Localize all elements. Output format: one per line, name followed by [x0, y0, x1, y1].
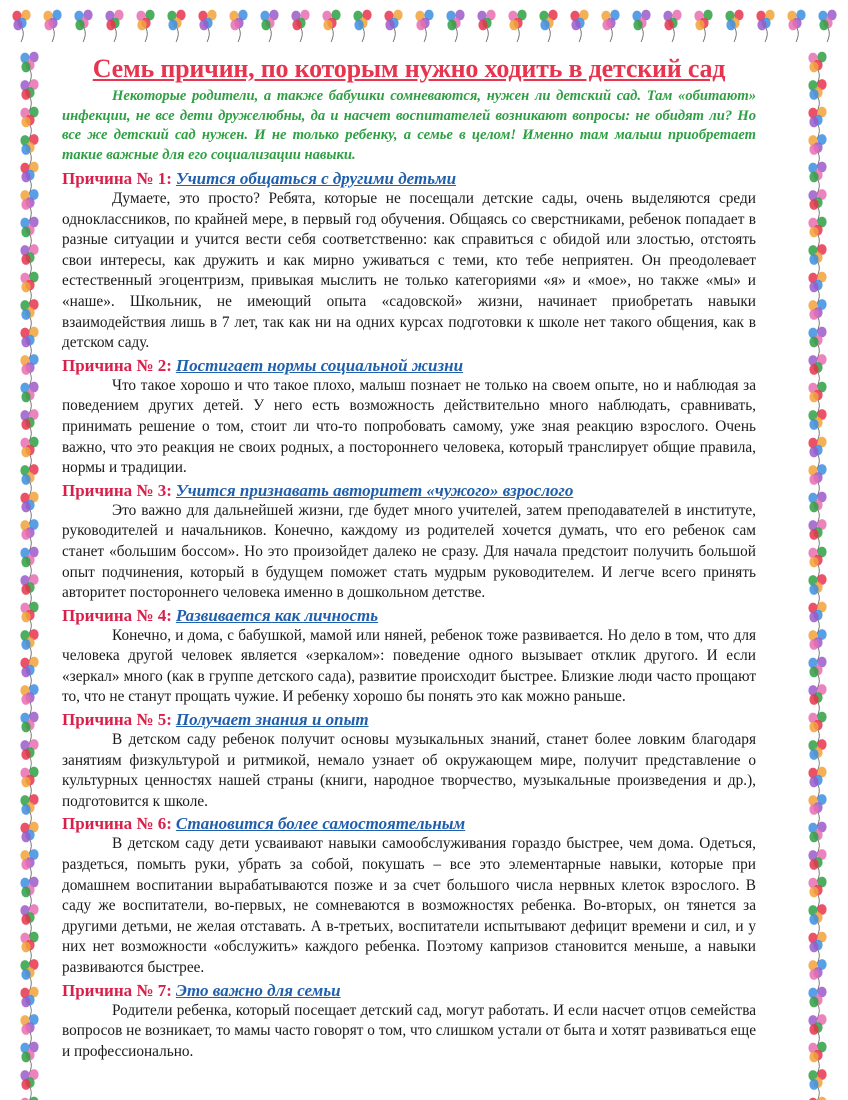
reason-title: Развивается как личность [175, 605, 379, 625]
balloon-bunch-icon [808, 327, 826, 359]
balloon-bunch-icon [20, 79, 38, 111]
reason-text: Думаете, это просто? Ребята, которые не посещали детские сады, очень выделяются среди одноклассников, по крайней мере, в первый год обучения. Общаясь со сверстниками, ребенок попадает в разные ситуации и учится вести себя соответственно: как справиться с обидой или злостью, отстоять свои интересы, как дружить и как мирно уживаться с теми, кто тебе неприятен. Он преодолевает естественный эгоцентризм, привыкая мыслить не только категориями «я» и «мое», но также «мы» и «наше». Школьник, не имеющий опыта «садовской» жизни, начинает приобретать навыки взаимодействия лишь в 7 лет, так как ни на одних курсах подготовки к школе нет такого общения, как в детском саду. [62, 190, 756, 352]
balloon-bunch-icon [808, 464, 826, 496]
balloon-bunch-icon [20, 1042, 38, 1074]
balloon-bunch-icon [808, 849, 826, 881]
balloon-bunch-icon [477, 10, 495, 42]
balloon-bunch-icon [808, 437, 826, 469]
balloon-bunch-icon [20, 52, 38, 84]
balloon-bunch-icon [808, 684, 826, 716]
balloon-bunch-icon [808, 382, 826, 414]
balloon-bunch-icon [20, 822, 38, 854]
reason-7 [62, 980, 756, 1063]
reason-heading [62, 980, 756, 1001]
balloon-bunch-icon [808, 134, 826, 166]
balloon-bunch-icon [20, 877, 38, 909]
balloon-bunch-icon [808, 767, 826, 799]
balloon-bunch-icon [20, 382, 38, 414]
reason-label: Причина № 1: [62, 169, 172, 188]
balloon-bunch-icon [20, 217, 38, 249]
balloon-bunch-icon [20, 134, 38, 166]
balloon-border-left [0, 0, 62, 1100]
balloon-bunch-icon [167, 10, 185, 42]
balloon-bunch-icon [601, 10, 619, 42]
balloon-bunch-icon [20, 574, 38, 606]
balloon-bunch-icon [105, 10, 123, 42]
reason-title: Постигает нормы социальной жизни [175, 355, 464, 375]
balloon-bunch-icon [20, 657, 38, 689]
balloon-bunch-icon [20, 767, 38, 799]
balloon-bunch-icon [20, 712, 38, 744]
reason-heading [62, 168, 756, 189]
balloon-bunch-icon [808, 79, 826, 111]
balloon-bunch-icon [136, 10, 154, 42]
balloon-border-top [0, 0, 848, 50]
balloon-bunch-icon [808, 959, 826, 991]
balloon-bunch-icon [229, 10, 247, 42]
reason-title: Учится признавать авторитет «чужого» взрослого [175, 480, 574, 500]
reason-label: Причина № 4: [62, 605, 172, 625]
balloon-bunch-icon [20, 932, 38, 964]
balloon-bunch-icon [20, 794, 38, 826]
balloon-bunch-icon [808, 1069, 826, 1100]
reason-label: Причина № 3: [62, 480, 172, 500]
balloon-bunch-icon [20, 1097, 38, 1100]
balloon-bunch-icon [43, 10, 61, 42]
balloon-bunch-icon [808, 409, 826, 441]
balloon-bunch-icon [663, 10, 681, 42]
balloon-bunch-icon [20, 1069, 38, 1100]
article [62, 53, 756, 1063]
reason-title: Учится общаться с другими детьми [175, 169, 457, 188]
balloon-bunch-icon [20, 244, 38, 276]
balloon-bunch-icon [808, 904, 826, 936]
balloon-bunch-icon [808, 547, 826, 579]
balloon-bunch-icon [20, 547, 38, 579]
balloon-bunch-icon [20, 354, 38, 386]
reason-text: Родители ребенка, который посещает детский сад, могут работать. И если насчет отцов семейства вопросов не возникает, то мамы часто говорят о том, что слишком устали от быта и хотят развиваться еще и профессионально. [62, 1001, 756, 1060]
reason-text: Что такое хорошо и что такое плохо, малыш познает не только на своем опыте, но и наблюдая за поведением других детей. У него есть возможность действительно много наблюдать, сравнивать, принимать решение о том, стоит ли что-то попробовать самому, уже зная реакцию взрослого. Очень важно, что это реакция не своих родных, а постороннего человека, который транслирует общие правила, нормы и традиции. [62, 376, 756, 477]
reason-3 [62, 480, 756, 604]
reason-1 [62, 168, 756, 354]
reason-2 [62, 355, 756, 479]
reason-text: Конечно, и дома, с бабушкой, мамой или няней, ребенок тоже развивается. Но дело в том, что для человека другой человек является «зеркалом»: поведение одного вызывает отклик другого. И если «зеркал» много (как в группе детского сада), развитие происходит быстрее. Близкие люди часто прощают то, что не станут прощать чужие. И ребенку хорошо бы понять это как можно раньше. [62, 626, 756, 706]
balloon-bunch-icon [808, 822, 826, 854]
reason-title: Получает знания и опыт [175, 710, 369, 730]
intro-paragraph: Некоторые родители, а также бабушки сомневаются, нужен ли детский сад. Там «обитают» инфекции, не все дети дружелюбны, да и насчет воспитателей возникают вопросы: не обидят ли? Но все же детский сад нужен. И не только ребенку, а семье в целом! Именно там малыш приобретает такие важные для его социализации навыки. [62, 88, 756, 163]
balloon-bunch-icon [415, 10, 433, 42]
balloon-bunch-icon [20, 437, 38, 469]
balloon-bunch-icon [756, 10, 774, 42]
balloon-bunch-icon [694, 10, 712, 42]
balloon-bunch-icon [20, 1014, 38, 1046]
reason-heading [62, 355, 756, 376]
reason-text: В детском саду дети усваивают навыки самообслуживания гораздо быстрее, чем дома. Одеться, раздеться, помыть руки, убрать за собой, покушать – все это элементарные навыки, которые при домашнем воспитании вырабатываются позже и за счет большого числа нервных клеток взрослого. В саду же воспитатели, во-первых, не сомневаются в возможностях ребенка. Во-вторых, он тянется за другими детьми, не желая отставать. А в-третьих, воспитатели испытывают дефицит времени и сил, и у них нет возможности «обслужить» каждого ребенка. Поэтому капризов становится меньше, а навыки развиваются быстрее. [62, 835, 756, 976]
balloon-bunch-icon [808, 162, 826, 194]
balloon-bunch-icon [322, 10, 340, 42]
balloon-bunch-icon [384, 10, 402, 42]
balloon-bunch-icon [808, 492, 826, 524]
balloon-bunch-icon [808, 272, 826, 304]
reason-6 [62, 813, 756, 978]
reason-label: Причина № 7: [62, 980, 172, 1000]
balloon-bunch-icon [20, 987, 38, 1019]
balloon-bunch-icon [508, 10, 526, 42]
reason-text: Это важно для дальнейшей жизни, где будет много учителей, затем преподавателей в институте, руководителей и начальников. Конечно, каждому из родителей хочется думать, что его ребенок сам станет «большим боссом». Но это произойдет далеко не сразу. Для начала предстоит получить большой опыт подчинения, который в будущем поможет стать мудрым руководителем. И легче всего принять авторитет постороннего человека именно в дошкольном детстве. [62, 501, 756, 602]
balloon-bunch-icon [539, 10, 557, 42]
balloon-bunch-icon [20, 327, 38, 359]
balloon-bunch-icon [20, 492, 38, 524]
balloon-bunch-icon [20, 602, 38, 634]
balloon-bunch-icon [808, 739, 826, 771]
balloon-bunch-icon [808, 519, 826, 551]
balloon-bunch-icon [808, 932, 826, 964]
reason-label: Причина № 5: [62, 710, 172, 730]
balloon-bunch-icon [632, 10, 650, 42]
balloon-bunch-icon [20, 107, 38, 139]
balloon-bunch-icon [20, 272, 38, 304]
balloon-bunch-icon [808, 574, 826, 606]
balloon-bunch-icon [20, 904, 38, 936]
reason-title: Это важно для семьи [175, 980, 341, 1000]
reason-heading [62, 813, 756, 834]
balloon-bunch-icon [808, 52, 826, 84]
balloon-bunch-icon [808, 1042, 826, 1074]
reason-label: Причина № 6: [62, 814, 172, 834]
reason-heading [62, 480, 756, 501]
balloon-bunch-icon [20, 409, 38, 441]
balloon-bunch-icon [260, 10, 278, 42]
balloon-bunch-icon [808, 217, 826, 249]
balloon-bunch-icon [20, 162, 38, 194]
balloon-bunch-icon [787, 10, 805, 42]
balloon-bunch-icon [808, 657, 826, 689]
balloon-bunch-icon [808, 712, 826, 744]
balloon-bunch-icon [20, 464, 38, 496]
reason-label: Причина № 2: [62, 355, 172, 375]
balloon-bunch-icon [808, 877, 826, 909]
reason-5 [62, 709, 756, 812]
balloon-bunch-icon [808, 354, 826, 386]
reason-text: В детском саду ребенок получит основы музыкальных знаний, станет более ловким благодаря занятиям физкультурой и ритмикой, немало узнает об окружающем мире, получит представление о культурных ценностях нашей страны (книги, народное творчество, музыкальные произведения и др.), подготовится к школе. [62, 731, 756, 810]
balloon-bunch-icon [725, 10, 743, 42]
balloon-bunch-icon [808, 1097, 826, 1100]
balloon-border-right [786, 0, 848, 1100]
balloon-bunch-icon [20, 739, 38, 771]
balloon-bunch-icon [20, 684, 38, 716]
balloon-bunch-icon [808, 299, 826, 331]
balloon-bunch-icon [808, 107, 826, 139]
balloon-bunch-icon [570, 10, 588, 42]
reason-heading [62, 605, 756, 626]
balloon-bunch-icon [808, 189, 826, 221]
page-title: Семь причин, по которым нужно ходить в детский сад [92, 54, 726, 83]
balloon-bunch-icon [808, 244, 826, 276]
reason-4 [62, 605, 756, 708]
balloon-bunch-icon [20, 849, 38, 881]
balloon-bunch-icon [808, 794, 826, 826]
balloon-bunch-icon [20, 189, 38, 221]
balloon-bunch-icon [446, 10, 464, 42]
balloon-bunch-icon [808, 602, 826, 634]
reason-title: Становится более самостоятельным [175, 814, 466, 834]
balloon-bunch-icon [198, 10, 216, 42]
reason-heading [62, 709, 756, 730]
balloon-bunch-icon [808, 987, 826, 1019]
balloon-bunch-icon [808, 629, 826, 661]
balloon-bunch-icon [20, 519, 38, 551]
balloon-bunch-icon [818, 10, 836, 42]
balloon-bunch-icon [20, 959, 38, 991]
balloon-bunch-icon [12, 10, 30, 42]
balloon-bunch-icon [20, 299, 38, 331]
balloon-bunch-icon [353, 10, 371, 42]
balloon-bunch-icon [808, 1014, 826, 1046]
balloon-bunch-icon [20, 629, 38, 661]
balloon-bunch-icon [74, 10, 92, 42]
balloon-bunch-icon [291, 10, 309, 42]
